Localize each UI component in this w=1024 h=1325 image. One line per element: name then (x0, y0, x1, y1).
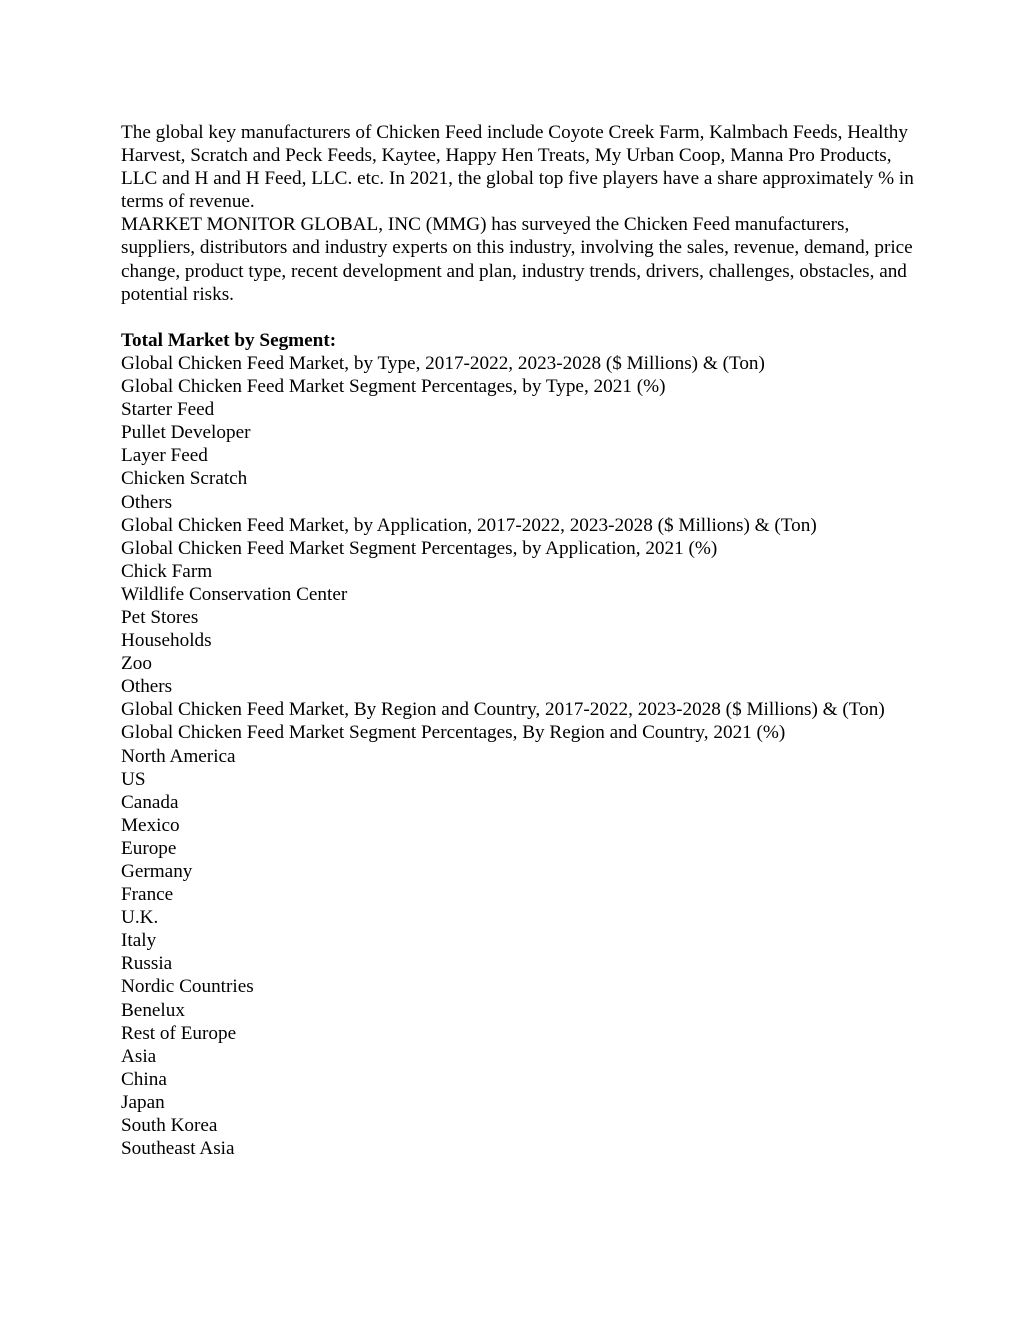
segment-line: Wildlife Conservation Center (121, 583, 348, 605)
segment-line: South Korea (121, 1115, 218, 1137)
segment-line: Benelux (121, 999, 185, 1021)
segment-line: North America (121, 745, 236, 767)
paragraph-spacer (121, 306, 921, 329)
segment-line: France (121, 884, 174, 906)
intro-paragraph-manufacturers: The global key manufacturers of Chicken Feed include Coyote Creek Farm, Kalmbach Feeds, Healthy Harvest, Scratch and Peck Feeds, Kaytee, Happy Hen Treats, My Urban Coop, Manna Pro Products, LLC and H and H Feed, LLC. etc. In 2021, the global top five players have a share approximately % in terms of revenue. (121, 122, 914, 213)
segment-line: US (121, 768, 146, 790)
segment-line: Southeast Asia (121, 1138, 235, 1160)
segment-line: Japan (121, 1091, 165, 1113)
segment-line: Global Chicken Feed Market Segment Percentages, by Application, 2021 (%) (121, 537, 718, 559)
segment-heading: Total Market by Segment: (121, 329, 337, 351)
segment-line: Others (121, 491, 173, 513)
segment-line: Russia (121, 953, 173, 975)
segment-line: Canada (121, 791, 179, 813)
segment-line: Global Chicken Feed Market Segment Percentages, By Region and Country, 2021 (%) (121, 722, 786, 744)
segment-line: Germany (121, 861, 193, 882)
document-page (121, 121, 921, 1160)
segment-line: Chick Farm (121, 560, 213, 582)
segment-line: Nordic Countries (121, 976, 254, 998)
segment-line: Italy (121, 930, 157, 952)
segment-line: Rest of Europe (121, 1022, 237, 1044)
segment-line: Others (121, 676, 173, 698)
intro-paragraph-survey: MARKET MONITOR GLOBAL, INC (MMG) has surveyed the Chicken Feed manufacturers, suppliers, distributors and industry experts on this industry, involving the sales, revenue, demand, price change, product type, recent development and plan, industry trends, drivers, challenges, obstacles, and potential risks. (121, 214, 913, 305)
segment-line: Global Chicken Feed Market, by Type, 2017-2022, 2023-2028 ($ Millions) & (Ton) (121, 352, 765, 374)
segment-line: Mexico (121, 814, 180, 836)
segment-list (121, 352, 921, 1160)
segment-line: Pet Stores (121, 606, 199, 628)
segment-line: Pullet Developer (121, 422, 251, 444)
segment-line: Layer Feed (121, 445, 208, 467)
segment-line: Global Chicken Feed Market, By Region and Country, 2017-2022, 2023-2028 ($ Millions) & (Ton) (121, 699, 885, 721)
segment-line: Asia (121, 1045, 157, 1067)
segment-line: Chicken Scratch (121, 468, 248, 490)
segment-line: Global Chicken Feed Market, by Application, 2017-2022, 2023-2028 ($ Millions) & (Ton) (121, 514, 817, 536)
segment-line: Households (121, 630, 212, 652)
segment-line: U.K. (121, 907, 159, 929)
segment-line: Global Chicken Feed Market Segment Percentages, by Type, 2021 (%) (121, 376, 666, 398)
segment-line: Starter Feed (121, 399, 215, 421)
segment-line: Europe (121, 837, 177, 859)
segment-line: China (121, 1068, 167, 1090)
segment-line: Zoo (121, 653, 152, 675)
